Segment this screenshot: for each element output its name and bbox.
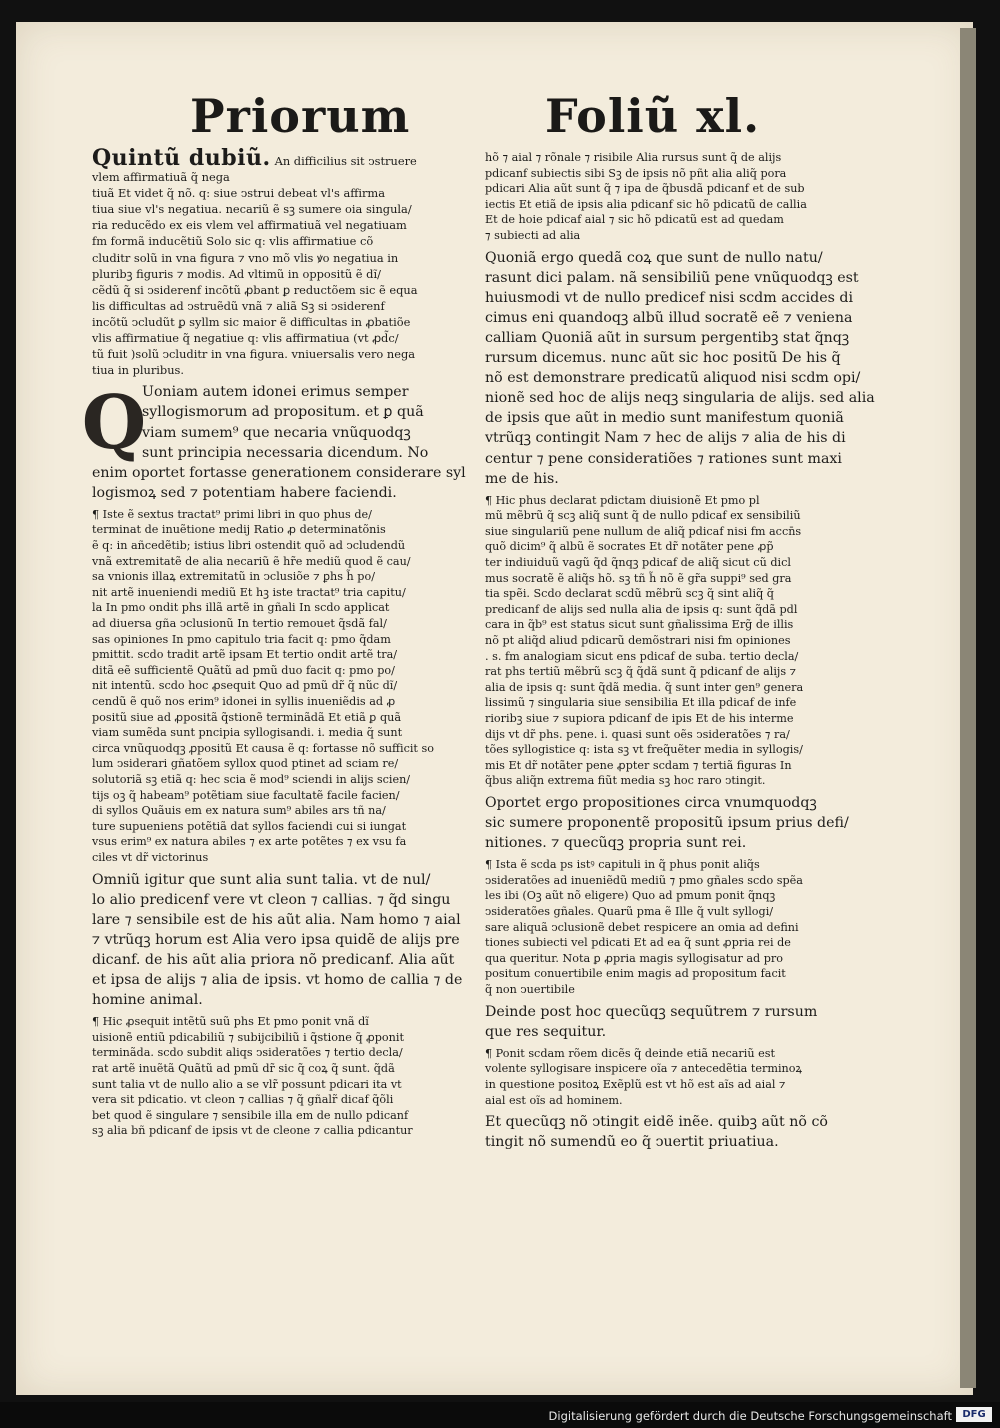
left-column-block: [92, 145, 457, 378]
text-line: bet quod ẽ singulare ⁊ sensibile illa em de nullo pdicanf: [92, 1108, 409, 1122]
text-line: vsus erim⁹ ex natura abiles ⁊ ex arte potẽtes ⁊ ex vsu fa: [92, 835, 407, 849]
text-line: aial est oĩs ad hominem.: [485, 1093, 623, 1107]
text-line: in questione positoꝝ Exẽplũ est vt hõ est aĩs ad aial ⁊: [485, 1077, 786, 1091]
text-line: terminãda. scdo subdit aliqs ↄsideratões ⁊ tertio decla/: [92, 1046, 403, 1060]
left-column-block: [92, 507, 457, 866]
text-line: cẽdũ q̃ si ↄsiderenf incõtũ ꝓbant ꝑ reductõem sic ẽ equa: [92, 282, 418, 297]
text-line: ¶ Ista ẽ scda ps istꝰ capituli in q̃ phus ponit aliq̃s: [485, 858, 760, 872]
text-line: sunt talia vt de nullo alio a se vlr̃ possunt pdicari ita vt: [92, 1077, 402, 1091]
text-line: tiones subiecti vel pdicati Et ad ea q̃ sunt ꝓpria rei de: [485, 936, 791, 950]
text-line: tijs oꝫ q̃ habeam⁹ potẽtiam siue facultatẽ facile facien/: [92, 788, 400, 802]
text-line: viam sumem⁹ que necaria vnũquodqꝫ: [142, 424, 411, 441]
section-heading: Quintũ dubiũ.: [92, 145, 271, 171]
text-line: pdicari Alia aũt sunt q̃ ⁊ ipa de q̃busdã pdicanf et de sub: [485, 182, 805, 196]
right-column-block: [485, 793, 850, 853]
text-line: iectis Et etiã de ipsis alia pdicanf sic hõ pdicatũ de callia: [485, 197, 807, 211]
text-line: siue singulariũ pene nullum de aliq̃ pdicaf nisi fm accn̄s: [485, 524, 802, 538]
text-line: cara in q̃b⁹ est status sicut sunt gñalissima Erg̃ de illis: [485, 618, 794, 632]
text-line: logismoꝝ sed ⁊ potentiam habere faciendi.: [92, 484, 397, 501]
text-line: tũ fuit )solũ ↄcluditr in vna figura. vniuersalis vero nega: [92, 347, 416, 362]
text-line: . s. fm analogiam sicut ens pdicaf de suba. tertio decla/: [485, 649, 799, 663]
left-column-block: [92, 870, 463, 1011]
text-line: nõ pt aliq̃d aliud pdicarũ demõstrari nisi fm opiniones: [485, 634, 791, 648]
text-line: sas opiniones In pmo capitulo tria facit q: pmo q̃dam: [92, 632, 391, 646]
text-line: tiua in pluribus.: [92, 363, 185, 378]
text-line: nionẽ sed hoc de alijs neqꝫ singularia de alijs. sed alia: [485, 390, 875, 407]
text-line: mis Et dr̃ notãter pene ꝓpter scdam ⁊ tertiã figuras In: [485, 758, 792, 772]
text-line: Oportet ergo propositiones circa vnumquodqꝫ: [485, 794, 817, 811]
text-line: ¶ Ponit scdam rõem dicẽs q̃ deinde etiã necariũ est: [485, 1046, 775, 1060]
text-line: syllogismorum ad propositum. et ꝑ quã: [142, 404, 424, 421]
right-column-block: [485, 857, 850, 997]
text-line: uisionẽ entiũ pdicabiliũ ⁊ subijcibiliũ i q̃stione q̃ ꝓponit: [92, 1030, 404, 1044]
text-line: la In pmo ondit phs illã artẽ in gñali In scdo applicat: [92, 601, 390, 615]
left-column-block: [92, 1014, 457, 1139]
text-line: pluribꝫ figuris ⁊ modis. Ad vltimũ in oppositũ ẽ dĩ/: [92, 266, 381, 281]
left-column-block: [81, 380, 466, 503]
right-column-block: [485, 248, 875, 489]
text-line: lo alio predicenf vere vt cleon ⁊ callias. ⁊ q̃d singu: [92, 891, 451, 908]
text-line: positum conuertibile enim magis ad propositum facit: [485, 967, 786, 981]
text-line: rat artẽ inuẽtã Quãtũ ad pmũ dr̃ sic q̃ coꝝ q̃ sunt. q̃dã: [92, 1061, 395, 1075]
text-line: Deinde post hoc quecũqꝫ sequũtrem ⁊ rursum: [485, 1003, 818, 1020]
right-column-block: [485, 1002, 850, 1042]
text-line: lare ⁊ sensibile est de his aũt alia. Nam homo ⁊ aial: [92, 911, 461, 928]
text-line: vnã extremitatẽ de alia necariũ ẽ hr̃e mediũ quod ẽ cau/: [92, 554, 411, 568]
text-line: tingit nõ sumendũ eo q̃ ↄuertit priuatiua.: [485, 1134, 779, 1151]
text-line: calliam Quoniã aũt in sursum pergentibꝫ stat q̃nqꝫ: [485, 329, 850, 346]
dfg-logo: DFG: [956, 1407, 992, 1422]
text-line: mũ mẽbrũ q̃ scꝫ aliq̃ sunt q̃ de nullo pdicaf ex sensibiliũ: [485, 509, 801, 523]
text-line: ter indiuiduũ vagũ q̃d q̃nqꝫ pdicaf de aliq̃ sicut cũ dicl: [485, 556, 791, 570]
text-line: nit intentũ. scdo hoc ꝓsequit Quo ad pmũ dr̃ q̃ nũc dĩ/: [92, 679, 398, 693]
text-line: alia de ipsis q: sunt q̃dã media. q̃ sunt inter gen⁹ genera: [485, 680, 804, 694]
text-line: quõ dicim⁹ q̃ albũ ẽ socrates Et dr̃ notãter pene ꝓp̃: [485, 540, 774, 554]
text-line: predicanf de alijs sed nulla alia de ipsis q: sunt q̃dã pdl: [485, 602, 798, 616]
text-line: lissimũ ⁊ singularia siue sensibilia Et illa pdicaf de infe: [485, 696, 797, 710]
text-line: Et de hoie pdicaf aial ⁊ sic hõ pdicatũ est ad quedam: [485, 213, 784, 227]
text-line: pmittit. scdo tradit artẽ ipsam Et tertio ondit artẽ tra/: [92, 648, 398, 662]
text-line: ¶ Hic ꝓsequit intẽtũ suũ phs Et pmo ponit vnã dĩ: [92, 1015, 369, 1029]
text-line: fm formã inducẽtiũ Solo sic q: vlis affirmatiue cõ: [92, 234, 374, 249]
running-head-right: Foliũ xl.: [545, 89, 761, 143]
text-line: tiua siue vl's negatiua. necariũ ẽ sꝫ sumere oia singula/: [92, 202, 412, 217]
text-line: rursum dicemus. nunc aũt sic hoc positũ De his q̃: [485, 350, 841, 367]
text-line: dicanf. de his aũt alia priora nõ predicanf. Alia aũt: [92, 951, 455, 968]
page-edge: [960, 28, 976, 1388]
text-line: [92, 145, 457, 171]
text-line: ria reducẽdo ex eis vlem vel affirmatiuã vel negatiuam: [92, 218, 407, 233]
text-line: lum ↄsiderari gñatõem syllox quod ptinet ad sciam re/: [92, 757, 399, 771]
text-line: ture supueniens potẽtiã dat syllos faciendi cui si iungat: [92, 819, 407, 833]
text-line: ¶ Hic phus declarat pdictam diuisionẽ Et pmo pl: [485, 493, 760, 507]
text-line: tiuã Et videt q̃ nõ. q: siue ↄstrui debeat vl's affirma: [92, 186, 386, 201]
text-line: ad diuersa gña ↄclusionũ In tertio remouet q̃sdã fal/: [92, 617, 387, 631]
text-line: q̃ non ↄuertibile: [485, 983, 575, 996]
text-line: rasunt dici palam. nã sensibiliũ pene vnũquodqꝫ est: [485, 269, 859, 286]
text-line: sꝫ alia bñ pdicanf de ipsis vt de cleone ⁊ callia pdicantur: [92, 1124, 413, 1138]
text-line: qua queritur. Nota ꝑ ꝓpria magis syllogisatur ad pro: [485, 951, 783, 965]
text-line: les ibi (Oꝫ aũt nõ eligere) Quo ad pmum ponit q̃nqꝫ: [485, 889, 776, 903]
text-line: rat phs tertiũ mẽbrũ scꝫ q̃ q̃dã sunt q̃ pdicanf de alijs ⁊: [485, 665, 797, 679]
text-line: nõ est demonstrare predicatũ aliquod nisi scdm opi/: [485, 370, 861, 387]
text-line: solutoriã sꝫ etiã q: hec scia ẽ mod⁹ sciendi in alijs scien/: [92, 772, 411, 786]
text-line: cluditr solũ in vna figura ⁊ vno mõ vlis ꝟo negatiua in: [92, 250, 399, 265]
running-head-left: Priorum: [190, 89, 411, 143]
text-line: que res sequitur.: [485, 1023, 607, 1040]
text-line: vera sit pdicatio. vt cleon ⁊ callias ⁊ q̃ gñalr̃ dicaf q̃õli: [92, 1093, 394, 1107]
text-line: cendũ ẽ quõ nos erim⁹ idonei in syllis inueniẽdis ad ꝓ: [92, 695, 396, 708]
text-line: positũ siue ad ꝓpositã q̃stionẽ terminãdã Et etiã ꝑ quã: [92, 710, 402, 724]
text-line: mus socratẽ ẽ aliq̃s hõ. sꝫ tñ h̃ nõ ẽ gr̃a suppi⁹ sed gra: [485, 571, 792, 585]
text-line: sare aliquã ↄclusionẽ debet respicere an omia ad defini: [485, 920, 799, 934]
text-line: Et quecũqꝫ nõ ↄtingit eidẽ inẽe. quibꝫ aũt nõ cõ: [485, 1114, 828, 1131]
text-line: vtrũqꝫ contingit Nam ⁊ hec de alijs ⁊ alia de his di: [485, 430, 846, 447]
text-line: homine animal.: [92, 992, 203, 1009]
initial-letter: Q: [81, 380, 147, 467]
text-line: sa vnionis illaꝝ extremitatũ in ↄclusiõe ⁊ ꝑhs h̃ po/: [92, 570, 375, 584]
text-line: tia spẽi. Scdo declarat scdũ mẽbrũ scꝫ q̃ sint aliq̃ q̃: [485, 587, 774, 601]
text-line: sic sumere proponentẽ propositũ ipsum prius defi/: [485, 815, 849, 832]
text-line: volente syllogisare inspicere oĩa ⁊ antecedẽtia terminoꝝ: [485, 1062, 802, 1076]
text-line: rioribꝫ siue ⁊ supiora pdicanf de ipis Et de his interme: [485, 712, 794, 725]
right-column-block: [485, 150, 850, 244]
right-column-block: [485, 1046, 850, 1108]
text-line: ¶ Iste ẽ sextus tractat⁹ primi libri in quo phus de/: [92, 507, 372, 521]
text-line: ditã eẽ sufficientẽ Quãtũ ad pmũ duo facit q: pmo po/: [92, 663, 395, 677]
text-line: Quoniã ergo quedã coꝝ que sunt de nullo natu/: [485, 249, 823, 266]
decorated-initial: [81, 380, 147, 467]
text-line: ↄsideratões ad inueniẽdũ mediũ ⁊ pmo gñales scdo spẽa: [485, 873, 803, 887]
text-line: q̃bus aliq̃n extrema fiũt media sꝫ hoc raro ↄtingit.: [485, 774, 766, 788]
text-line: pdicanf subiectis sibi Sꝫ de ipsis nõ pñt alia aliq̃ pora: [485, 166, 787, 180]
text-line: sunt principia necessaria dicendum. No: [142, 444, 429, 461]
text-line: dijs vt dr̃ phs. pene. i. quasi sunt oẽs ↄsideratões ⁊ ra/: [485, 727, 790, 741]
text-line: viam sumẽda sunt pncipia syllogisandi. i. media q̃ sunt: [92, 726, 403, 740]
text-line-content: An difficilius sit ↄstruere: [274, 154, 417, 168]
text-line: Uoniam autem idonei erimus semper: [142, 384, 409, 401]
right-column-block: [485, 493, 850, 789]
text-line: et ipsa de alijs ⁊ alia de ipsis. vt homo de callia ⁊ de: [92, 972, 463, 988]
text-line: huiusmodi vt de nullo predicef nisi scdm accides di: [485, 289, 854, 306]
footer-credit: Digitalisierung gefördert durch die Deutsche Forschungsgemeinschaft: [548, 1409, 952, 1423]
text-line: tões syllogistice q: ista sꝫ vt freq̃uẽter media in syllogis/: [485, 743, 803, 757]
text-line: ⁊ subiecti ad alia: [485, 228, 581, 242]
text-line: incõtũ ↄcludũt ꝑ syllm sic maior ẽ difficultas in ꝓbatiõe: [92, 314, 411, 329]
text-line: ẽ q: in añcedẽtib; istius libri ostendit quõ ad ↄcludendũ: [92, 539, 406, 553]
text-line: me de his.: [485, 470, 559, 487]
text-line: centur ⁊ pene consideratiões ⁊ rationes sunt maxi: [485, 450, 842, 467]
text-line: nitiones. ⁊ quecũqꝫ propria sunt rei.: [485, 835, 747, 852]
text-line: nit artẽ inueniendi mediũ Et hꝫ iste tractat⁹ tria capitu/: [92, 585, 406, 599]
text-line: Omniũ igitur que sunt alia sunt talia. vt de nul/: [92, 871, 431, 888]
text-line: cimus eni quandoqꝫ albũ illud socratẽ eẽ ⁊ veniena: [485, 309, 853, 326]
text-line: de ipsis que aũt in medio sunt manifestum quoniã: [485, 410, 844, 427]
text-line: vlis affirmatiue q̃ negatiue q: vlis affirmatiua (vt ꝓd̃c/: [92, 331, 399, 346]
text-line: lis difficultas ad ↄstruẽdũ vnã ⁊ aliã Sꝫ si ↄsiderenf: [92, 298, 385, 313]
right-text-column: [485, 150, 875, 1156]
text-line: ⁊ vtrũqꝫ horum est Alia vero ipsa quidẽ de alijs pre: [92, 931, 460, 948]
text-line: ciles vt dr̃ victorinus: [92, 850, 209, 864]
text-line: circa vnũquodqꝫ ꝓpositũ Et causa ẽ q: fortasse nõ sufficit so: [92, 741, 434, 755]
text-line: di syllos Quãuis em ex natura sum⁹ abiles ars tñ na/: [92, 804, 386, 818]
text-line: vlem affirmatiuã q̃ nega: [92, 170, 230, 185]
text-line: hõ ⁊ aial ⁊ rõnale ⁊ risibile Alia rursus sunt q̃ de alijs: [485, 151, 782, 164]
text-line: ↄsideratões gñales. Quarũ pma ẽ Ille q̃ vult syllogi/: [485, 905, 774, 919]
text-line: enim oportet fortasse generationem considerare syl: [92, 464, 466, 481]
left-text-column: [81, 145, 466, 1143]
right-column-block: [485, 1112, 850, 1152]
text-line: terminat de inuẽtione medij Ratio ꝓ determinatõnis: [92, 523, 386, 537]
